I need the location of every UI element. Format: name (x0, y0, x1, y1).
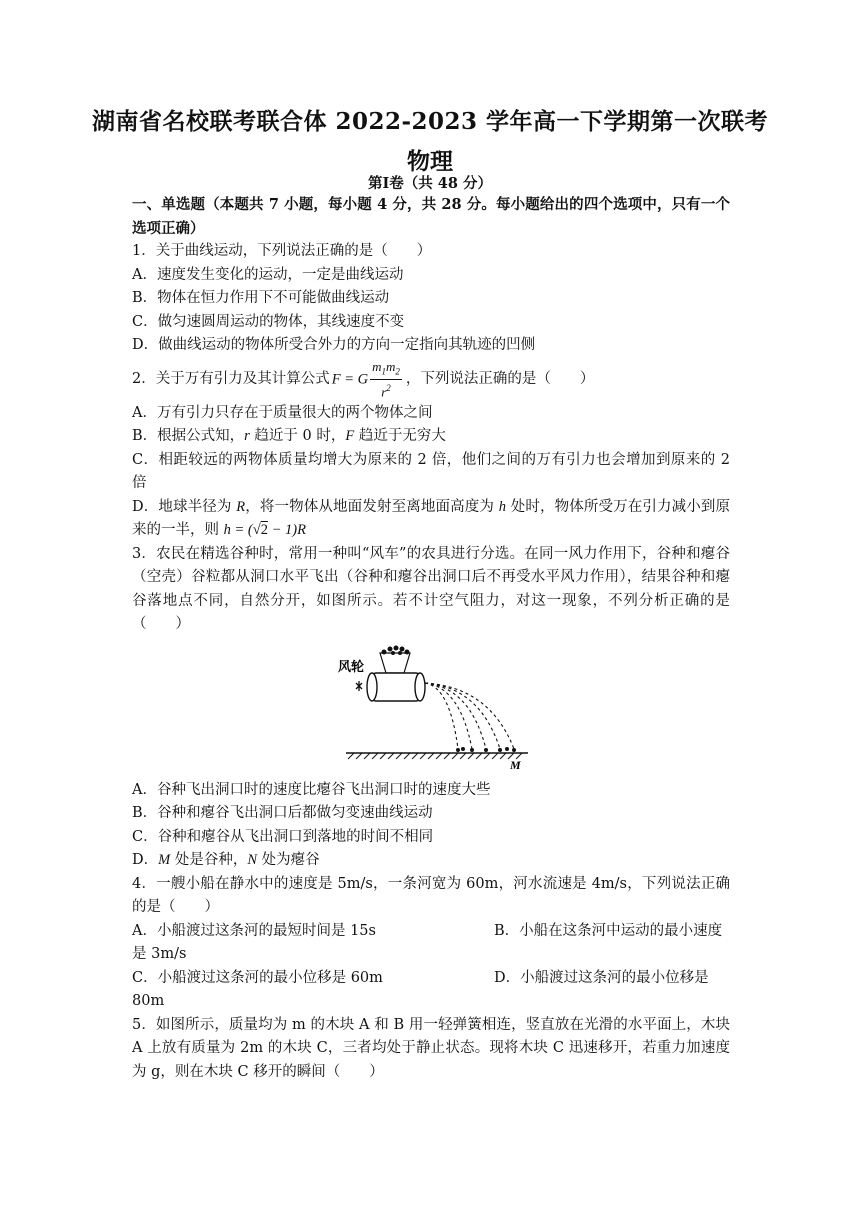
exam-subject: 物理 (407, 148, 453, 175)
q4-option-b-cont: 是 3m/s (132, 946, 187, 962)
gravitation-formula: F = G $\frac{m_1m_2}{r^2}$ (331, 358, 400, 400)
ground-hatch (348, 753, 522, 759)
q1-option-b: B．物体在恒力作用下不可能做曲线运动 (132, 290, 390, 306)
label-m: M (510, 757, 521, 772)
q2-stem-pre: 2．关于万有引力及其计算公式 (132, 370, 330, 387)
q3-stem: 3．农民在精选谷种时，常用一种叫“风车”的农具进行分选。在同一风力作用下，谷种和瘪谷（空壳）谷粒都从洞口水平飞出（谷种和瘪谷出洞口后不再受水平风力作用），结果谷种和瘪谷落地点不同，自然分开，如图所示。若不计空气阻力，对这一现象，不列分析正确的是（ ） (132, 545, 730, 632)
q1-option-a: A．速度发生变化的运动，一定是曲线运动 (132, 266, 404, 283)
q2-option-d: D．地球半径为 R，将一物体从地面发射至离地面高度为 h 处时，物体所受万在引力减小到原来的一半，则 h = (√2 − 1)R (132, 498, 731, 538)
q4-options-cd (132, 967, 730, 991)
question-body (132, 193, 730, 1084)
q3-option-d: D．M 处是谷种，N 处为瘪谷 (132, 852, 320, 868)
q2-option-a: A．万有引力只存在于质量很大的两个物体之间 (132, 404, 433, 421)
q3-option-a: A．谷种飞出洞口时的速度比瘪谷飞出洞口时的速度大些 (132, 781, 491, 798)
landed-grains (456, 747, 516, 752)
wind-wheel-label: 风轮 (338, 659, 365, 675)
q4-option-a: A．小船渡过这条河的最短时间是 15s (132, 922, 376, 939)
q4-stem: 4．一艘小船在静水中的速度是 5m/s，一条河宽为 60m，河水流速是 4m/s，下列说法正确的是（ ） (132, 875, 730, 915)
trajectories (425, 683, 514, 749)
exam-title: 湖南省名校联考联合体 2022-2023 学年高一下学期第一次联考 (91, 108, 769, 135)
q1-option-d: D．做曲线运动的物体所受合外力的方向一定指向其轨迹的凹侧 (132, 337, 536, 353)
q1-stem: 1．关于曲线运动，下列说法正确的是（ ） (132, 243, 432, 259)
q4-option-d-cont: 80m (132, 993, 165, 1009)
q4-option-d: D．小船渡过这条河的最小位移是 (494, 969, 709, 986)
q3-option-b: B．谷种和瘪谷飞出洞口后都做匀变速曲线运动 (132, 805, 433, 821)
q4-option-c: C．小船渡过这条河的最小位移是 60m (132, 969, 383, 986)
q3-option-c: C．谷种和瘪谷从飞出洞口到落地的时间不相同 (132, 828, 434, 845)
volume-heading: 第Ⅰ卷（共 48 分） (367, 175, 493, 192)
q1-option-c: C．做匀速圆周运动的物体，其线速度不变 (132, 313, 405, 330)
q4-options-ab (132, 920, 730, 944)
q2-option-c: C．相距较远的两物体质量均增大为原来的 2 倍，他们之间的万有引力也会增加到原来的 2 倍 (132, 451, 730, 491)
section-heading: 一、单选题（本题共 7 小题，每小题 4 分，共 28 分。每小题给出的四个选项中，只有一个选项正确） (132, 196, 730, 237)
winnower-diagram (332, 643, 532, 773)
height-formula: h = (√2 − 1)R (223, 522, 306, 538)
q2-option-b: B．根据公式知，r 趋近于 0 时，F 趋近于无穷大 (132, 428, 446, 444)
q2-stem-post: ，下列说法正确的是（ ） (405, 370, 595, 387)
q2-stem (132, 358, 730, 402)
winnower-figure (132, 643, 730, 779)
q4-option-b: B．小船在这条河中运动的最小速度 (494, 922, 723, 939)
q5-stem: 5．如图所示，质量均为 m 的木块 A 和 B 用一轻弹簧相连，竖直放在光滑的水平面上，木块 A 上放有质量为 2m 的木块 C，三者均处于静止状态。现将木块 C 迅速移开，若重力加速度为 g，则在木块 C 移开的瞬间（ ） (132, 1016, 730, 1080)
